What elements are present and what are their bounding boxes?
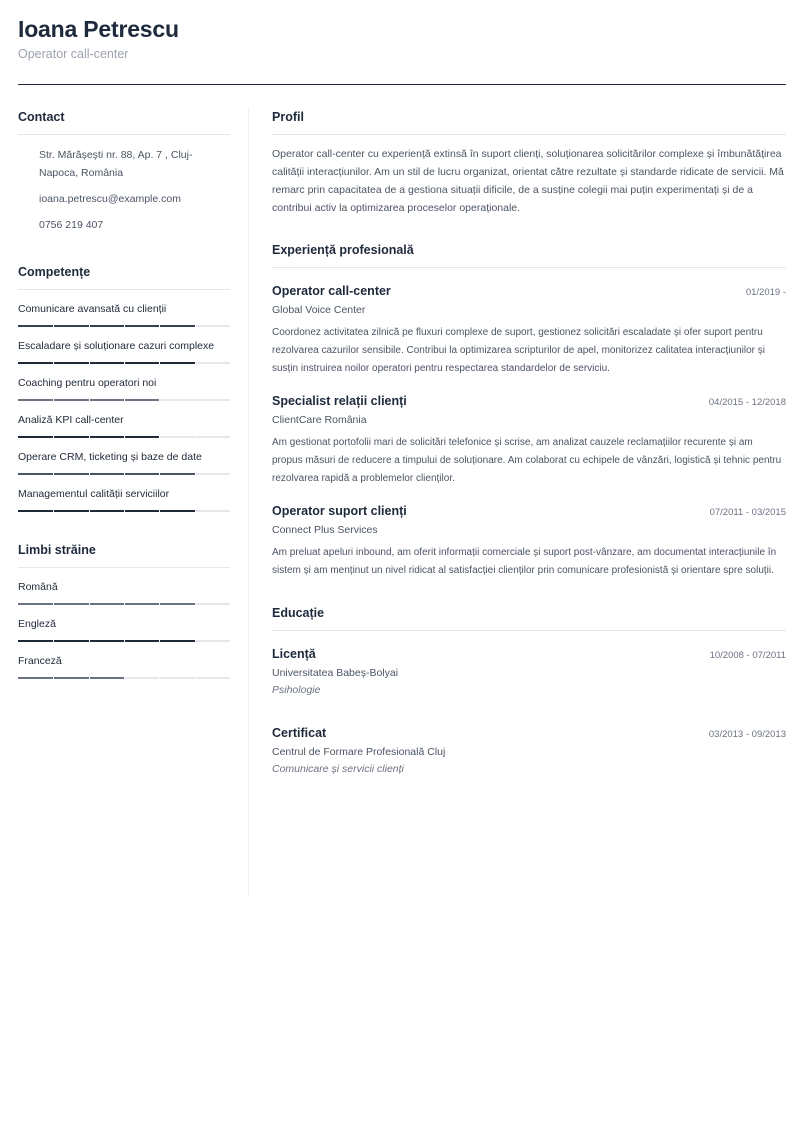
- bar-segment-gap: [53, 362, 54, 364]
- skill-level-bar: [18, 677, 230, 679]
- bar-segment-gap: [159, 399, 160, 401]
- skill-level-bar: [18, 640, 230, 642]
- skill-level-bar: [18, 362, 230, 364]
- education-entry: [272, 647, 786, 696]
- skill-level-fill: [18, 510, 195, 512]
- bar-segment-gap: [195, 325, 196, 327]
- degree-title: Licență: [272, 647, 316, 661]
- section-title: Contact: [18, 110, 230, 135]
- bar-segment-gap: [53, 640, 54, 642]
- bar-segment-gap: [89, 640, 90, 642]
- bar-segment-gap: [195, 362, 196, 364]
- bar-segment-gap: [195, 603, 196, 605]
- education-header: [272, 647, 786, 661]
- skills-section: [18, 265, 230, 512]
- job-date: 07/2011 - 03/2015: [709, 507, 786, 518]
- job-header: [272, 284, 786, 298]
- job-entry: [272, 394, 786, 488]
- candidate-title: Operator call-center: [18, 47, 129, 61]
- bar-segment-gap: [89, 677, 90, 679]
- job-title: Operator call-center: [272, 284, 391, 298]
- bar-segment-gap: [159, 640, 160, 642]
- section-title: Competențe: [18, 265, 230, 290]
- section-title: Limbi străine: [18, 543, 230, 568]
- bar-segment-gap: [195, 677, 196, 679]
- education-date: 10/2008 - 07/2011: [709, 650, 786, 661]
- candidate-name: Ioana Petrescu: [18, 16, 179, 42]
- skill-level-bar: [18, 436, 230, 438]
- bar-segment-gap: [159, 362, 160, 364]
- field-of-study: Comunicare și servicii clienți: [272, 763, 404, 775]
- languages-list: [18, 581, 230, 679]
- experience-section: [272, 243, 786, 580]
- bar-segment-gap: [89, 510, 90, 512]
- bar-segment-gap: [89, 436, 90, 438]
- bar-segment-gap: [53, 325, 54, 327]
- skill-level-fill: [18, 362, 195, 364]
- skill-item: [18, 414, 230, 438]
- languages-section: [18, 543, 230, 679]
- institution: Universitatea Babeș-Bolyai: [272, 667, 399, 679]
- education-list: [272, 647, 786, 775]
- section-title: Educație: [272, 606, 786, 631]
- bar-segment-gap: [195, 510, 196, 512]
- job-company: Connect Plus Services: [272, 524, 378, 536]
- job-header: [272, 394, 786, 408]
- contact-phone[interactable]: 0756 219 407: [39, 219, 104, 231]
- profile-section: [272, 110, 786, 217]
- skill-level-bar: [18, 510, 230, 512]
- skill-label: Engleză: [18, 618, 56, 630]
- job-date: 04/2015 - 12/2018: [708, 397, 786, 408]
- skill-label: Analiză KPI call-center: [18, 414, 124, 426]
- job-entry: [272, 284, 786, 378]
- job-company: ClientCare România: [272, 414, 367, 426]
- experience-list: [272, 284, 786, 580]
- education-date: 03/2013 - 09/2013: [708, 729, 786, 740]
- skill-level-bar: [18, 325, 230, 327]
- job-description: Coordonez activitatea zilnică pe fluxuri complexe de suport, gestionez solicitări escaladate și ofer suport pentru rezolvarea cazurilor sensibile. Contribui la optimizarea scripturilor de apel, monitorizez calitatea interacțiunilor și susțin instruirea noilor operatori pentru respectarea standardelor de serviciu.: [272, 327, 765, 374]
- profile-text: Operator call-center cu experiență extinsă în suport clienți, soluționarea solicitărilor complexe și îmbunătățirea calității interacțiunilor. Am un stil de lucru organizat, orientat către rezultate și standarde ridicate de servicii. Mă remarc prin capacitatea de a gestiona situații dificile, de a susține colegii mai puțin experimentați și de a contribui activ la optimizarea proceselor operaționale.: [272, 148, 784, 214]
- bar-segment-gap: [53, 436, 54, 438]
- bar-segment-gap: [124, 436, 125, 438]
- bar-segment-gap: [53, 677, 54, 679]
- contact-email[interactable]: ioana.petrescu@example.com: [39, 193, 181, 205]
- bar-segment-gap: [159, 677, 160, 679]
- bar-segment-gap: [195, 436, 196, 438]
- contact-address: Str. Mărășești nr. 88, Ap. 7 , Cluj-Napoca, România: [39, 149, 193, 179]
- skill-label: Managementul calității serviciilor: [18, 488, 170, 500]
- skill-label: Operare CRM, ticketing și baze de date: [18, 451, 202, 463]
- skill-level-fill: [18, 640, 195, 642]
- skill-level-fill: [18, 603, 195, 605]
- bar-segment-gap: [53, 473, 54, 475]
- bar-segment-gap: [195, 640, 196, 642]
- bar-segment-gap: [195, 473, 196, 475]
- skill-label: Română: [18, 581, 58, 593]
- bar-segment-gap: [124, 399, 125, 401]
- job-header: [272, 504, 786, 518]
- bar-segment-gap: [124, 603, 125, 605]
- skill-label: Franceză: [18, 655, 62, 667]
- skill-label: Comunicare avansată cu clienții: [18, 303, 167, 315]
- bar-segment-gap: [53, 510, 54, 512]
- skill-level-bar: [18, 399, 230, 401]
- bar-segment-gap: [195, 399, 196, 401]
- skill-level-fill: [18, 473, 195, 475]
- language-item: [18, 581, 230, 605]
- bar-segment-gap: [89, 473, 90, 475]
- job-title: Operator suport clienți: [272, 504, 407, 518]
- skill-item: [18, 340, 230, 364]
- bar-segment-gap: [124, 510, 125, 512]
- sidebar: [18, 110, 230, 710]
- skills-list: [18, 303, 230, 512]
- language-item: [18, 618, 230, 642]
- bar-segment-gap: [53, 399, 54, 401]
- education-entry: [272, 726, 786, 775]
- field-of-study: Psihologie: [272, 684, 321, 696]
- skill-label: Escaladare și soluționare cazuri complexe: [18, 340, 215, 352]
- skill-level-bar: [18, 603, 230, 605]
- job-entry: [272, 504, 786, 580]
- bar-segment-gap: [124, 640, 125, 642]
- bar-segment-gap: [89, 362, 90, 364]
- degree-title: Certificat: [272, 726, 327, 740]
- job-date: 01/2019 -: [745, 287, 786, 298]
- bar-segment-gap: [124, 473, 125, 475]
- skill-level-fill: [18, 677, 124, 679]
- bar-segment-gap: [159, 603, 160, 605]
- bar-segment-gap: [124, 677, 125, 679]
- bar-segment-gap: [159, 510, 160, 512]
- bar-segment-gap: [159, 325, 160, 327]
- main-content: [272, 110, 786, 805]
- education-section: [272, 606, 786, 775]
- column-divider: [248, 108, 249, 896]
- contact-section: [18, 110, 230, 234]
- bar-segment-gap: [89, 603, 90, 605]
- job-company: Global Voice Center: [272, 304, 366, 316]
- job-description: Am preluat apeluri inbound, am oferit informații comerciale și suport post-vânzare, am documentat interacțiunile în sistem și am menținut un nivel ridicat al satisfacției clienților prin comunicare profesionistă și orientare spre soluții.: [272, 547, 777, 576]
- skill-item: [18, 377, 230, 401]
- skill-label: Coaching pentru operatori noi: [18, 377, 157, 389]
- bar-segment-gap: [159, 436, 160, 438]
- skill-level-bar: [18, 473, 230, 475]
- section-title: Profil: [272, 110, 786, 135]
- education-header: [272, 726, 786, 740]
- skill-item: [18, 488, 230, 512]
- institution: Centrul de Formare Profesională Cluj: [272, 746, 446, 758]
- bar-segment-gap: [159, 473, 160, 475]
- section-title: Experiență profesională: [272, 243, 786, 268]
- job-title: Specialist relații clienți: [272, 394, 407, 408]
- bar-segment-gap: [124, 325, 125, 327]
- skill-level-fill: [18, 325, 195, 327]
- job-description: Am gestionat portofolii mari de solicitări telefonice și scrise, am analizat cauzele reclamațiilor recurente și am propus măsuri de reducere a timpului de soluționare. Am colaborat cu echipele de vânzări, logistică și tehnic pentru rezolvarea rapidă a problemelor clienților.: [272, 437, 782, 484]
- bar-segment-gap: [53, 603, 54, 605]
- skill-item: [18, 451, 230, 475]
- bar-segment-gap: [89, 325, 90, 327]
- bar-segment-gap: [89, 399, 90, 401]
- skill-item: [18, 303, 230, 327]
- language-item: [18, 655, 230, 679]
- header-divider: [18, 84, 786, 85]
- bar-segment-gap: [124, 362, 125, 364]
